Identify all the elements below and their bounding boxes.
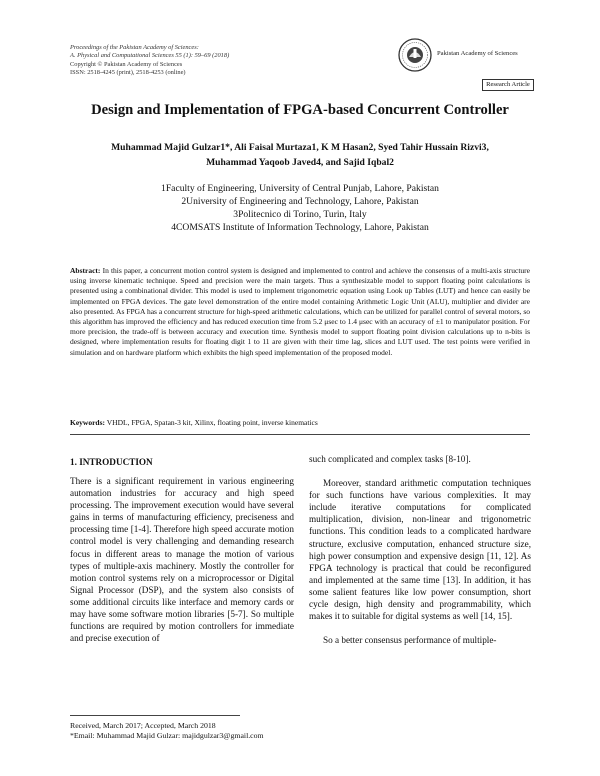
author-list xyxy=(40,140,560,170)
journal-volume: A. Physical and Computational Sciences 55 (1): 59–69 (2018) xyxy=(70,52,230,60)
affiliation-4: 4COMSATS Institute of Information Technology, Lahore, Pakistan xyxy=(171,222,429,233)
copyright: Copyright © Pakistan Academy of Sciences xyxy=(70,60,183,68)
article-type-badge: Research Article xyxy=(482,79,534,91)
affiliation-1: 1Faculty of Engineering, University of Central Punjab, Lahore, Pakistan xyxy=(161,183,439,194)
affiliation-3: 3Politecnico di Torino, Turin, Italy xyxy=(233,209,367,220)
affiliation-2: 2University of Engineering and Technology, Lahore, Pakistan xyxy=(181,196,419,207)
keywords xyxy=(70,418,318,427)
section-heading-introduction: 1. INTRODUCTION xyxy=(70,457,153,467)
footnote-divider xyxy=(70,715,240,716)
footnote xyxy=(70,721,264,742)
paper-title: Design and Implementation of FPGA-based Concurrent Controller xyxy=(91,102,509,118)
section-divider xyxy=(70,434,530,435)
authors-line-2: Muhammad Yaqoob Javed4, and Sajid Iqbal2 xyxy=(206,157,394,168)
keywords-label: Keywords: xyxy=(70,418,105,427)
intro-paragraph-3: So a better consensus performance of multiple- xyxy=(323,635,497,646)
affiliation-list xyxy=(70,182,530,234)
intro-paragraph-continuation: such complicated and complex tasks [8-10]. xyxy=(309,454,471,464)
abstract xyxy=(70,266,530,358)
abstract-text: In this paper, a concurrent motion control system is designed and implemented to control and achieve the consensus of a multi-axis structure using inverse kinematic technique. Speed and precision were the main targets. Thus a synthesizable model to support floating point calculations is presented using a combinational divider. This model is used to implement trigonometric equation using Look up Tables (LUT) and hence can easily be implemented on FPGA devices. The gate level demonstration of the entire model containing Arithmetic Logic Unit (ALU), multiplier and divider are also presented. As FPGA has a concurrent structure for high-speed arithmetic calculations, which can be utilized for parallel control of several motors, so this algorithm has improved the efficiency and has reduced execution time from 5.2 μsec to 1.4 μsec with an accuracy of ±1 to manipulator position. For more precision, the trade-off is between accuracy and execution time. Synthesis model to support floating point division calculations up to n-bits is designed, where implementation results for floating digit 1 to 11 are given with their time lag, slices and LUT used. The test points were verified in simulation and on hardware platform which exhibits the high speed implementation of the proposed model. xyxy=(70,266,531,357)
intro-column-right xyxy=(309,453,531,646)
keywords-text: VHDL, FPGA, Spatan-3 kit, Xilinx, floating point, inverse kinematics xyxy=(106,418,318,427)
issn: ISSN: 2518-4245 (print), 2518-4253 (online) xyxy=(70,69,186,77)
intro-paragraph-2: Moreover, standard arithmetic computation techniques for such functions have various complexities. It may include iterative computations for complicated multiplication, division, non-linear and trigonometric functions. This condition leads to a complicated hardware structure, exclusive computation, enhanced structure size, high power consumption and expensive design [11, 12]. As FPGA technology is practical that could be reconfigured and implemented at the same time [13]. In addition, it has some salient features like low power consumption, short cycle design, high density and programmability, which makes it to suitable for digital systems as well [14, 15]. xyxy=(309,478,531,622)
academy-logo xyxy=(397,37,433,73)
received-dates: Received, March 2017; Accepted, March 2018 xyxy=(70,721,216,730)
organization-name: Pakistan Academy of Sciences xyxy=(437,50,518,57)
corresponding-email: *Email: Muhammad Majid Gulzar: majidgulzar3@gmail.com xyxy=(70,731,264,741)
authors-line-1: Muhammad Majid Gulzar1*, Ali Faisal Murtaza1, K M Hasan2, Syed Tahir Hussain Rizvi3, xyxy=(111,142,489,153)
journal-name: Proceedings of the Pakistan Academy of Sciences: xyxy=(70,44,199,51)
abstract-label: Abstract: xyxy=(70,266,101,275)
journal-header xyxy=(70,44,229,78)
intro-column-left: There is a significant requirement in various engineering automation industries for accuracy and high speed processing. The improvement execution would have several gains in terms of manufacturing efficiency, preciseness and processing time [1-4]. Therefore high speed accurate motion control model is very challenging and demanding research focus in different areas to manage the motion of various types of multiple-axis machinery. Mostly the controller for motion control systems rely on a microprocessor or Digital Signal Processor (DSP), and the system also consists of some additional circuits like interface and memory cards or may have some software motion libraries [5-7]. So multiple functions are required by motion controllers for immediate and precise execution of xyxy=(70,476,294,644)
